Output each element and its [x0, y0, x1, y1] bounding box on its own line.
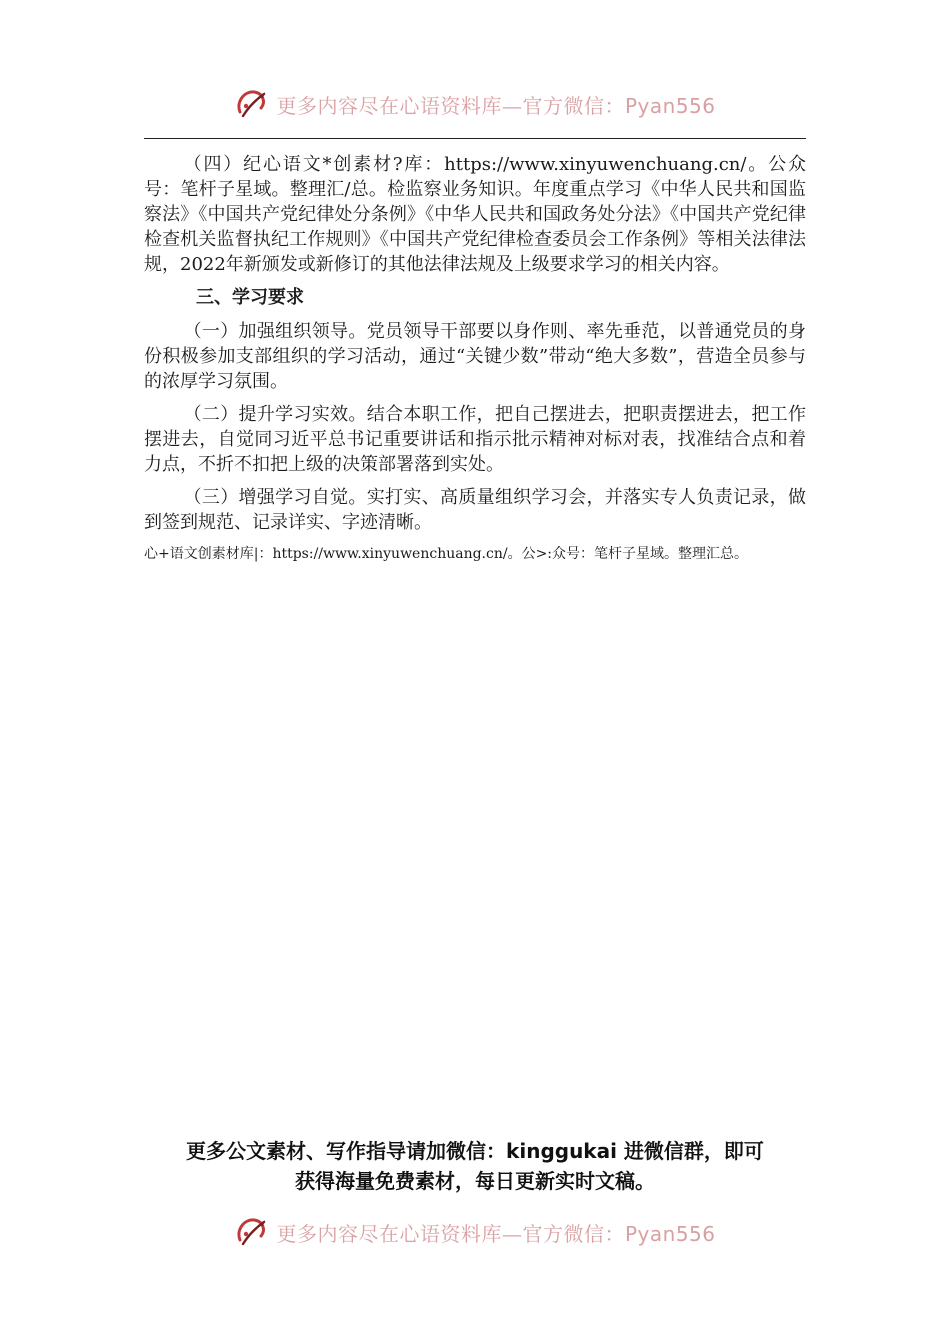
pen-swirl-logo-icon [234, 86, 270, 122]
promo-block [144, 1136, 806, 1196]
paragraph-requirement-3: （三）增强学习自觉。实打实、高质量组织学习会，并落实专人负责记录，做到签到规范、记录详实、字迹清晰。 [144, 487, 806, 533]
pen-swirl-logo-icon [234, 1214, 270, 1250]
footer-banner [0, 1212, 950, 1252]
promo-line-1: 更多公文素材、写作指导请加微信：kinggukai 进微信群，即可 [186, 1139, 764, 1163]
paragraph-requirement-2: （二）提升学习实效。结合本职工作，把自己摆进去，把职责摆进去，把工作摆进去，自觉同习近平总书记重要讲话和指示批示精神对标对表，找准结合点和着力点，不折不扣把上级的决策部署落到实处。 [144, 404, 806, 475]
document-body [144, 152, 806, 565]
banner-text: 更多内容尽在心语资料库—官方微信：Pyan556 [276, 1221, 716, 1246]
promo-line-2: 获得海量免费素材，每日更新实时文稿。 [295, 1169, 655, 1193]
heading-learning-requirements: 三、学习要求 [196, 287, 304, 308]
header-divider [144, 138, 806, 139]
source-note: 心+语文创素材库|：https://www.xinyuwenchuang.cn/。公>:众号：笔杆子星域。整理汇总。 [144, 546, 749, 562]
paragraph-section-4: （四）纪心语文*创素材?库：https://www.xinyuwenchuang.cn/。公众号：笔杆子星域。整理汇/总。检监察业务知识。年度重点学习《中华人民共和国监察法》《中国共产党纪律处分条例》《中华人民共和国政务处分法》《中国共产党纪律检查机关监督执纪工作规则》《中国共产党纪律检查委员会工作条例》等相关法律法规，2022年新颁发或新修订的其他法律法规及上级要求学习的相关内容。 [144, 154, 806, 275]
header-banner [0, 84, 950, 124]
banner-text: 更多内容尽在心语资料库—官方微信：Pyan556 [276, 93, 716, 118]
paragraph-requirement-1: （一）加强组织领导。党员领导干部要以身作则、率先垂范，以普通党员的身份积极参加支部组织的学习活动，通过“关键少数”带动“绝大多数”，营造全员参与的浓厚学习氛围。 [144, 321, 806, 392]
